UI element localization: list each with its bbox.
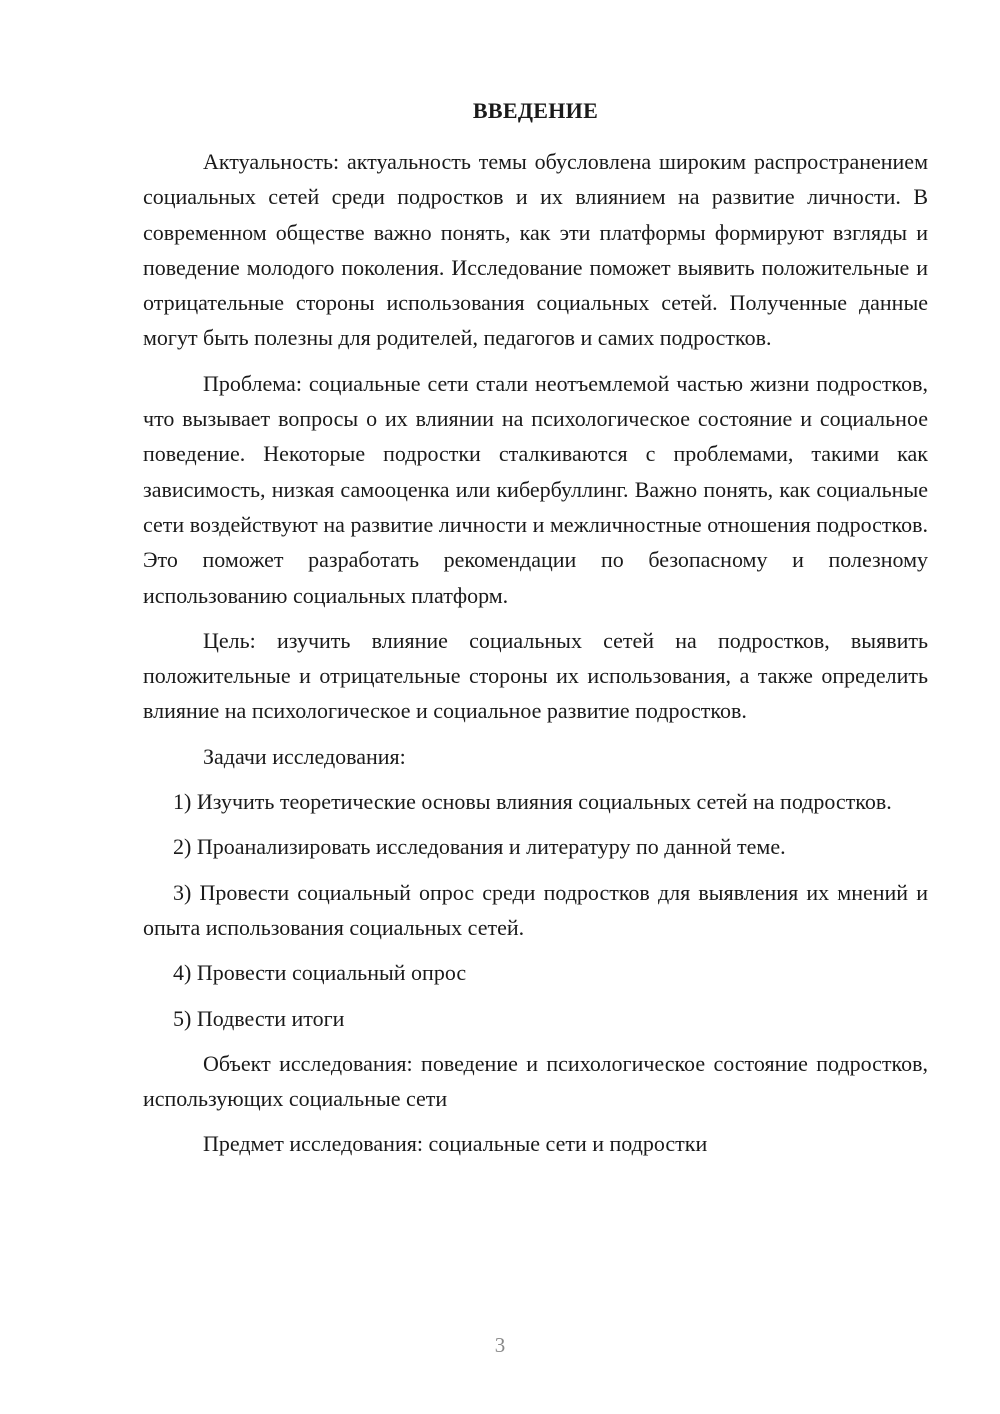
page-number: 3 — [494, 1333, 506, 1357]
task-item-5: 5) Подвести итоги — [173, 1005, 345, 1031]
paragraph-object: Объект исследования: поведение и психологическое состояние подростков, использующих социальные сети — [143, 1050, 928, 1112]
paragraph-goal: Цель: изучить влияние социальных сетей на подростков, выявить положительные и отрицательные стороны их использования, а также определить влияние на психологическое и социальное развитие подростков. — [143, 627, 928, 724]
paragraph-tasks-heading: Задачи исследования: — [203, 743, 406, 769]
task-item-4: 4) Провести социальный опрос — [173, 960, 467, 986]
task-item-2: 2) Проанализировать исследования и литературу по данной теме. — [173, 834, 786, 860]
task-item-1: 1) Изучить теоретические основы влияния социальных сетей на подростков. — [173, 789, 892, 815]
paragraph-relevance: Актуальность: актуальность темы обусловлена широким распространением социальных сетей среди подростков и их влиянием на развитие личности. В современном обществе важно понять, как эти платформы формируют взгляды и поведение молодого поколения. Исследование поможет выявить положительные и отрицательные стороны использования социальных сетей. Полученные данные могут быть полезны для родителей, педагогов и самих подростков. — [143, 149, 928, 351]
document-page — [143, 96, 928, 1172]
paragraph-problem: Проблема: социальные сети стали неотъемлемой частью жизни подростков, что вызывает вопросы о их влиянии на психологическое состояние и социальное поведение. Некоторые подростки сталкиваются с проблемами, такими как зависимость, низкая самооценка или кибербуллинг. Важно понять, как социальные сети воздействуют на развитие личности и межличностные отношения подростков. Это поможет разработать рекомендации по безопасному и полезному использованию социальных платформ. — [143, 370, 928, 608]
page-title: ВВЕДЕНИЕ — [472, 98, 599, 123]
task-item-3: 3) Провести социальный опрос среди подростков для выявления их мнений и опыта использования социальных сетей. — [143, 879, 928, 940]
paragraph-subject: Предмет исследования: социальные сети и подростки — [203, 1131, 708, 1157]
